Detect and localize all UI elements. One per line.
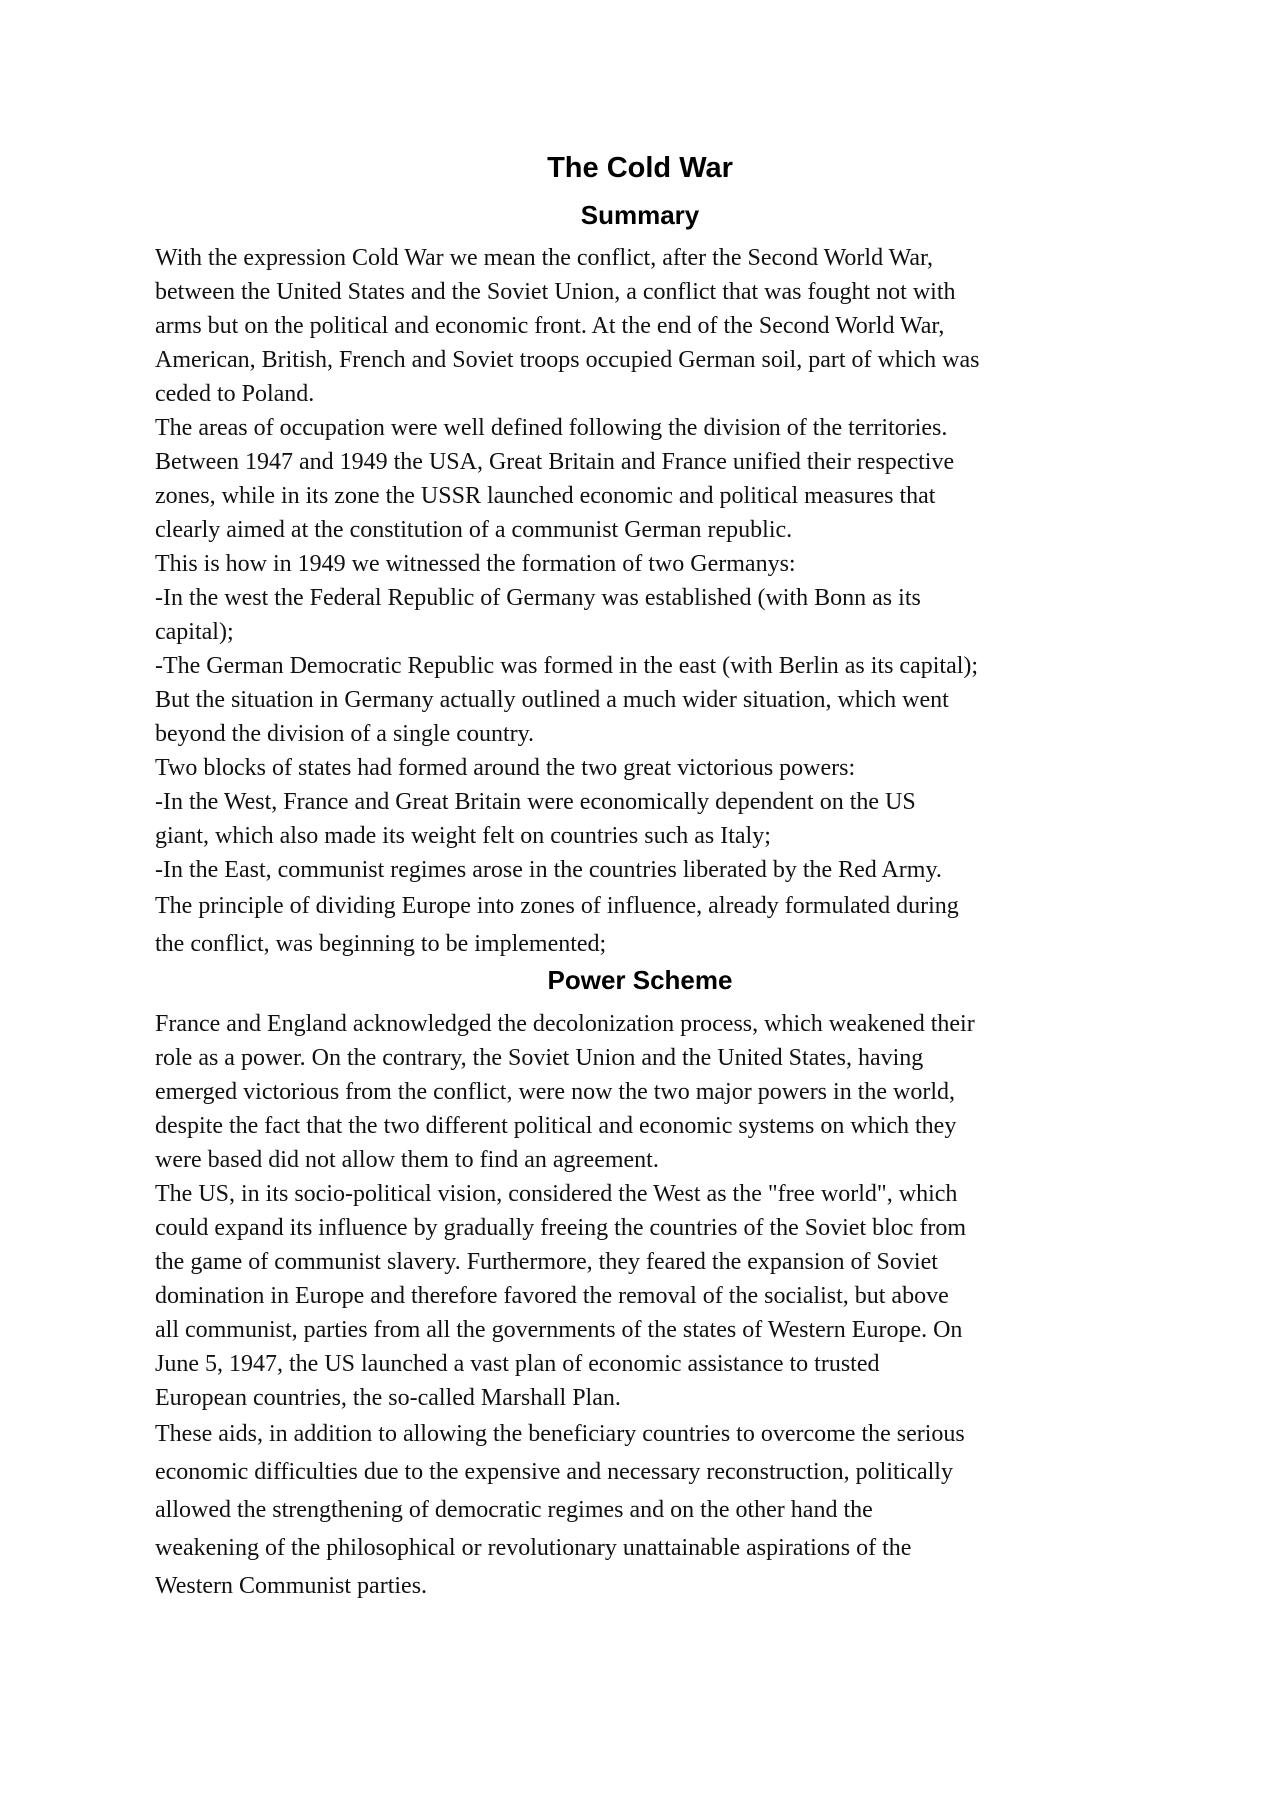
text-line: -In the East, communist regimes arose in the countries liberated by the Red Army. [155,857,942,883]
text-line: The principle of dividing Europe into zones of influence, already formulated during [155,893,959,919]
text-line: Two blocks of states had formed around the two great victorious powers: [155,755,856,781]
text-line: This is how in 1949 we witnessed the formation of two Germanys: [155,551,796,577]
text-line: economic difficulties due to the expensive and necessary reconstruction, politically [155,1459,953,1485]
power-scheme-text [155,1007,1155,1605]
page-title: The Cold War [547,152,733,184]
text-line: June 5, 1947, the US launched a vast plan of economic assistance to trusted [155,1351,880,1377]
text-line: The areas of occupation were well defined following the division of the territories. [155,415,948,441]
text-line: could expand its influence by gradually freeing the countries of the Soviet bloc from [155,1215,967,1241]
text-line: Between 1947 and 1949 the USA, Great Britain and France unified their respective [155,449,955,475]
section-heading-summary: Summary [580,200,700,230]
text-line: weakening of the philosophical or revolutionary unattainable aspirations of the [155,1535,912,1561]
text-line: -In the West, France and Great Britain were economically dependent on the US [155,789,916,815]
text-line: Western Communist parties. [155,1573,428,1599]
text-line: allowed the strengthening of democratic regimes and on the other hand the [155,1497,873,1523]
text-line: These aids, in addition to allowing the beneficiary countries to overcome the serious [155,1421,965,1447]
summary-text [155,241,1155,963]
text-line: European countries, the so-called Marshall Plan. [155,1385,621,1411]
text-line: the conflict, was beginning to be implemented; [155,931,607,957]
text-line: emerged victorious from the conflict, were now the two major powers in the world, [155,1079,956,1105]
text-line: ceded to Poland. [155,381,315,407]
text-line: zones, while in its zone the USSR launched economic and political measures that [155,483,936,509]
text-line: the game of communist slavery. Furthermore, they feared the expansion of Soviet [155,1249,938,1275]
text-line: capital); [155,619,234,645]
text-line: giant, which also made its weight felt on countries such as Italy; [155,823,771,849]
text-line: With the expression Cold War we mean the conflict, after the Second World War, [155,245,934,271]
text-line: France and England acknowledged the decolonization process, which weakened their [155,1011,975,1037]
text-line: But the situation in Germany actually outlined a much wider situation, which went [155,687,949,713]
section-heading-power-scheme: Power Scheme [547,965,733,995]
text-line: role as a power. On the contrary, the Soviet Union and the United States, having [155,1045,924,1071]
text-line: all communist, parties from all the governments of the states of Western Europe. On [155,1317,963,1343]
text-line: The US, in its socio-political vision, considered the West as the "free world", which [155,1181,958,1207]
text-line: despite the fact that the two different political and economic systems on which they [155,1113,957,1139]
text-line: were based did not allow them to find an agreement. [155,1147,659,1173]
text-line: -The German Democratic Republic was formed in the east (with Berlin as its capital); [155,653,979,679]
text-line: between the United States and the Soviet Union, a conflict that was fought not with [155,279,956,305]
text-line: clearly aimed at the constitution of a communist German republic. [155,517,793,543]
text-line: beyond the division of a single country. [155,721,535,747]
text-line: American, British, French and Soviet troops occupied German soil, part of which was [155,347,980,373]
text-line: -In the west the Federal Republic of Germany was established (with Bonn as its [155,585,921,611]
text-line: arms but on the political and economic front. At the end of the Second World War, [155,313,945,339]
text-line: domination in Europe and therefore favored the removal of the socialist, but above [155,1283,949,1309]
